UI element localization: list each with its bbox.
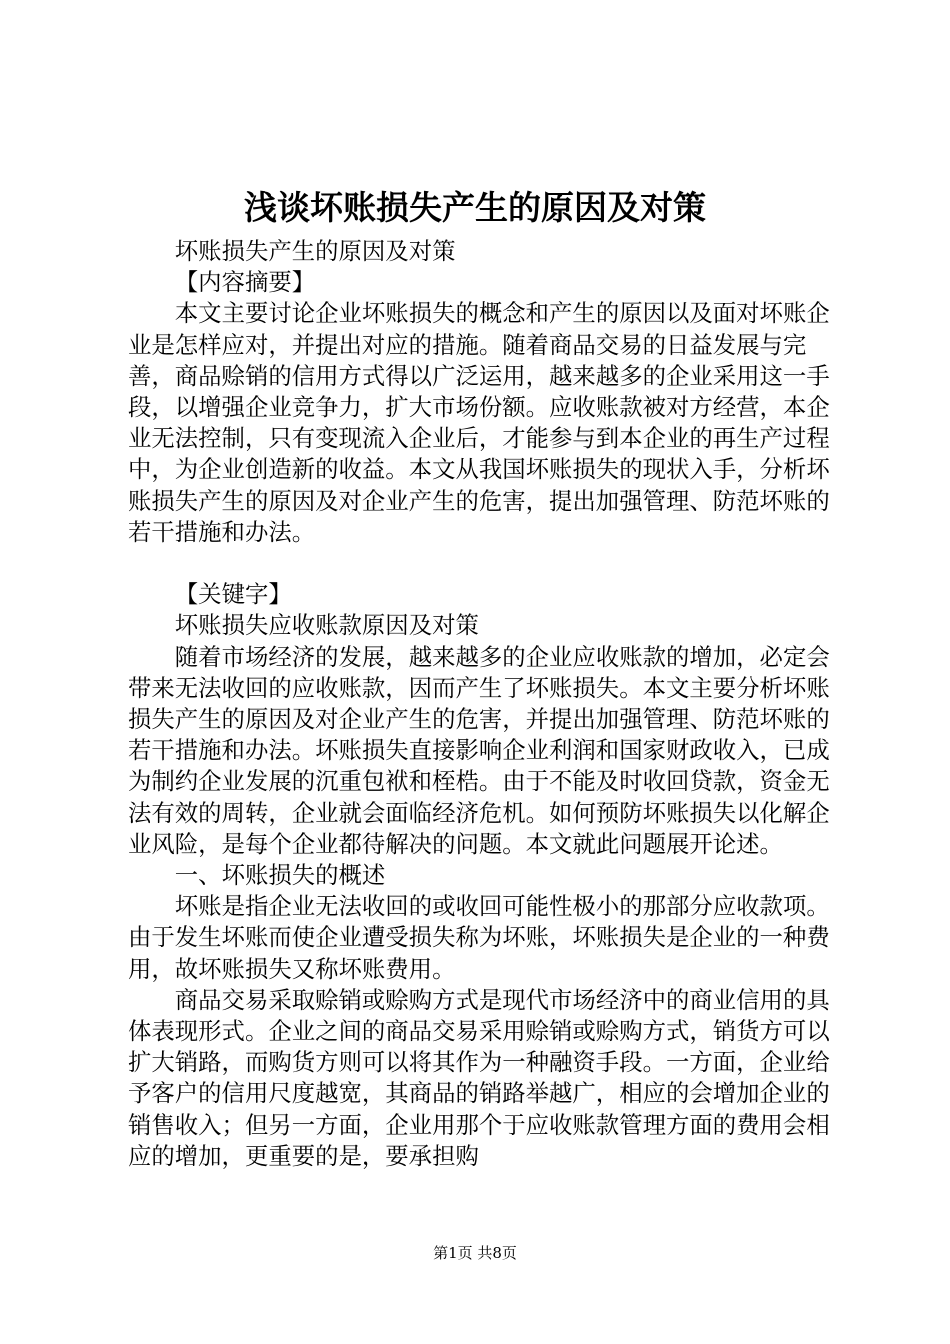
document-body bbox=[128, 236, 833, 1172]
body-paragraph: 坏账是指企业无法收回的或收回可能性极小的那部分应收款项。由于发生坏账而使企业遭受损失称为坏账，坏账损失是企业的一种费用，故坏账损失又称坏账费用。 bbox=[128, 892, 830, 983]
intro-paragraph: 随着市场经济的发展，越来越多的企业应收账款的增加，必定会带来无法收回的应收账款，因而产生了坏账损失。本文主要分析坏账损失产生的原因及对企业产生的危害，并提出加强管理、防范坏账的若干措施和办法。坏账损失直接影响企业利润和国家财政收入，已成为制约企业发展的沉重包袱和桎梏。由于不能及时收回贷款，资金无法有效的周转，企业就会面临经济危机。如何预防坏账损失以化解企业风险，是每个企业都待解决的问题。本文就此问题展开论述。 bbox=[128, 642, 830, 858]
section-heading: 一、坏账损失的概述 bbox=[174, 861, 386, 890]
abstract-paragraph: 本文主要讨论企业坏账损失的概念和产生的原因以及面对坏账企业是怎样应对，并提出对应的措施。随着商品交易的日益发展与完善，商品赊销的信用方式得以广泛运用，越来越多的企业采用这一手段，以增强企业竞争力，扩大市场份额。应收账款被对方经营，本企业无法控制，只有变现流入企业后，才能参与到本企业的再生产过程中，为企业创造新的收益。本文从我国坏账损失的现状入手，分析坏账损失产生的原因及对企业产生的危害，提出加强管理、防范坏账的若干措施和办法。 bbox=[128, 299, 830, 546]
page-number-footer: 第1页 共8页 bbox=[433, 1244, 517, 1262]
document-title: 浅谈坏账损失产生的原因及对策 bbox=[244, 188, 706, 227]
subtitle: 坏账损失产生的原因及对策 bbox=[174, 237, 456, 265]
body-paragraph: 商品交易采取赊销或赊购方式是现代市场经济中的商业信用的具体表现形式。企业之间的商品交易采用赊销或赊购方式，销货方可以扩大销路，而购货方则可以将其作为一种融资手段。一方面，企业给予客户的信用尺度越宽，其商品的销路举越广，相应的会增加企业的销售收入；但另一方面，企业用那个于应收账款管理方面的费用会相应的增加，更重要的是，要承担购 bbox=[128, 985, 830, 1170]
keywords-heading: 【关键字】 bbox=[174, 580, 292, 609]
keywords-paragraph: 坏账损失应收账款原因及对策 bbox=[174, 611, 479, 640]
paragraph-gap bbox=[128, 548, 833, 579]
abstract-heading: 【内容摘要】 bbox=[174, 268, 316, 297]
